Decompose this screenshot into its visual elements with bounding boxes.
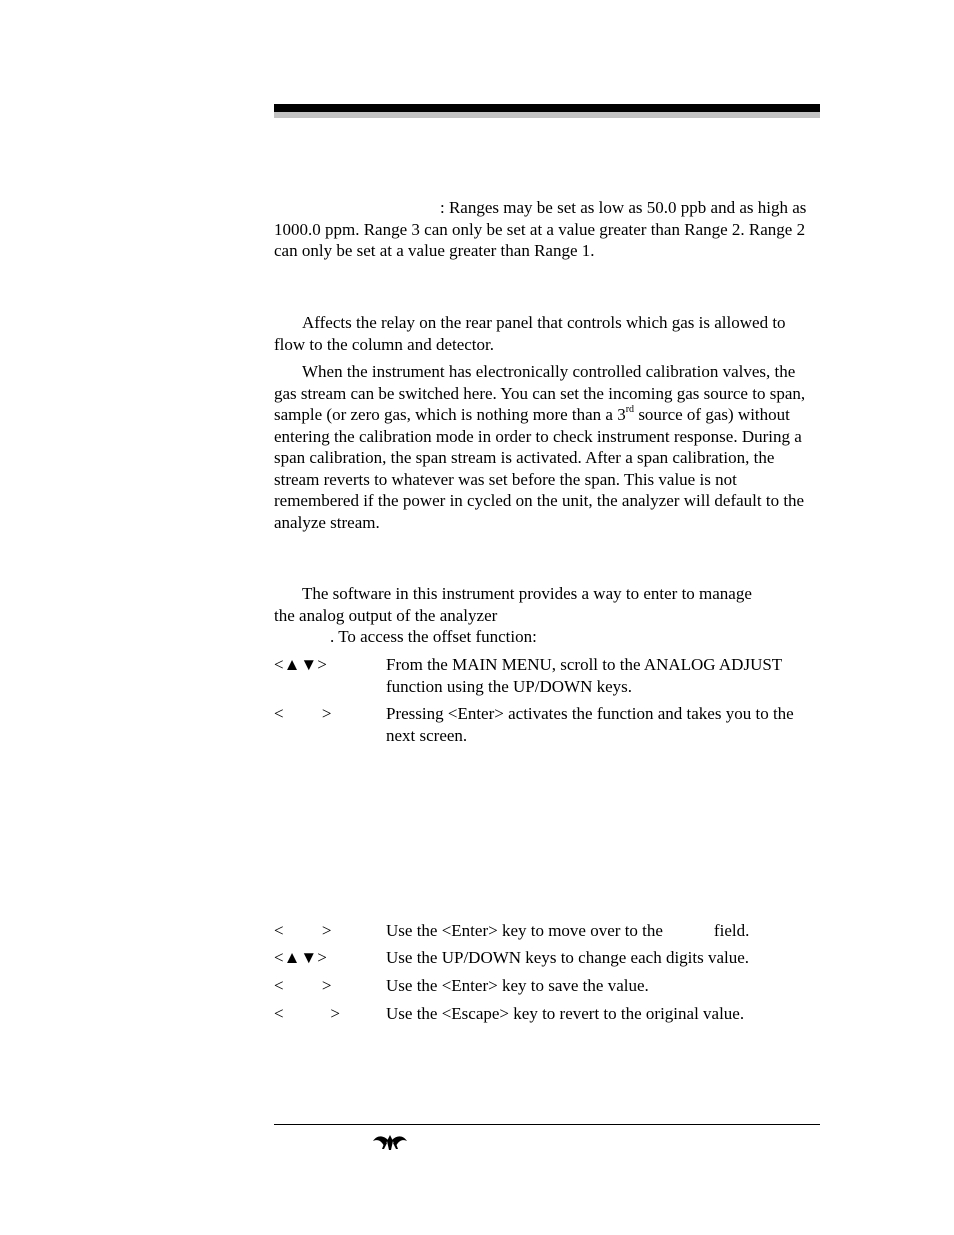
stream-paragraph-1: Affects the relay on the rear panel that controls which gas is allowed to flow to the column and detector. bbox=[274, 313, 786, 354]
step-enter bbox=[274, 703, 820, 746]
updown-key: <▲▼> bbox=[274, 948, 327, 967]
step-description: From the MAIN MENU, scroll to the ANALOG ADJUST function using the UP/DOWN keys. bbox=[386, 655, 782, 696]
step-change bbox=[274, 947, 820, 969]
step-description: Pressing <Enter> activates the function and takes you to the next screen. bbox=[386, 704, 794, 745]
step-move bbox=[274, 920, 820, 942]
step-description: Use the UP/DOWN keys to change each digits value. bbox=[386, 948, 750, 967]
teledyne-logo-icon bbox=[372, 1132, 408, 1152]
stream-paragraph-2-text: When the instrument has electronically controlled calibration valves, the gas stream can be switched here. You can set the incoming gas source to span, sample (or zero gas, which is nothing more than a 3 bbox=[274, 362, 806, 424]
ranges-paragraph: : Ranges may be set as low as 50.0 ppb and as high as 1000.0 ppm. Range 3 can only be set at a value greater than Range 2. Range 2 can only be set at a value greater than Range 1. bbox=[274, 198, 807, 260]
step-description: Use the <Enter> key to save the value. bbox=[386, 976, 649, 995]
step-description: Use the <Escape> key to revert to the original value. bbox=[386, 1004, 745, 1023]
stream-paragraph-2-text-cont: source of gas) without entering the calibration mode in order to check instrument response. During a span calibration, the span stream is activated. After a span calibration, the stream reverts to whatever was set before the span. This value is not remembered if the power in cycled on the unit, the analyzer will default to the analyze stream. bbox=[274, 405, 805, 532]
step-escape bbox=[274, 1003, 820, 1025]
enter-key: < > bbox=[274, 704, 332, 723]
step-description: Use the <Enter> key to move over to the field. bbox=[386, 921, 750, 940]
analog-line-2: the analog output of the analyzer bbox=[274, 605, 498, 625]
enter-key: < > bbox=[274, 976, 332, 995]
step-scroll bbox=[274, 654, 820, 697]
stream-section bbox=[274, 312, 820, 533]
superscript: rd bbox=[625, 404, 635, 415]
footer-rule bbox=[274, 1124, 820, 1125]
header-rule bbox=[274, 104, 820, 112]
enter-key: < > bbox=[274, 921, 332, 940]
step-save bbox=[274, 975, 820, 997]
analog-section bbox=[274, 583, 820, 648]
analog-line-3: . To access the offset function: bbox=[330, 627, 537, 646]
analog-line-1: The software in this instrument provides a way to enter to manage bbox=[302, 584, 752, 603]
header-rule-shadow bbox=[274, 112, 820, 118]
updown-key: <▲▼> bbox=[274, 655, 327, 674]
stream-paragraph-2 bbox=[274, 361, 820, 533]
escape-key: < > bbox=[274, 1004, 340, 1023]
ranges-section bbox=[274, 197, 820, 262]
